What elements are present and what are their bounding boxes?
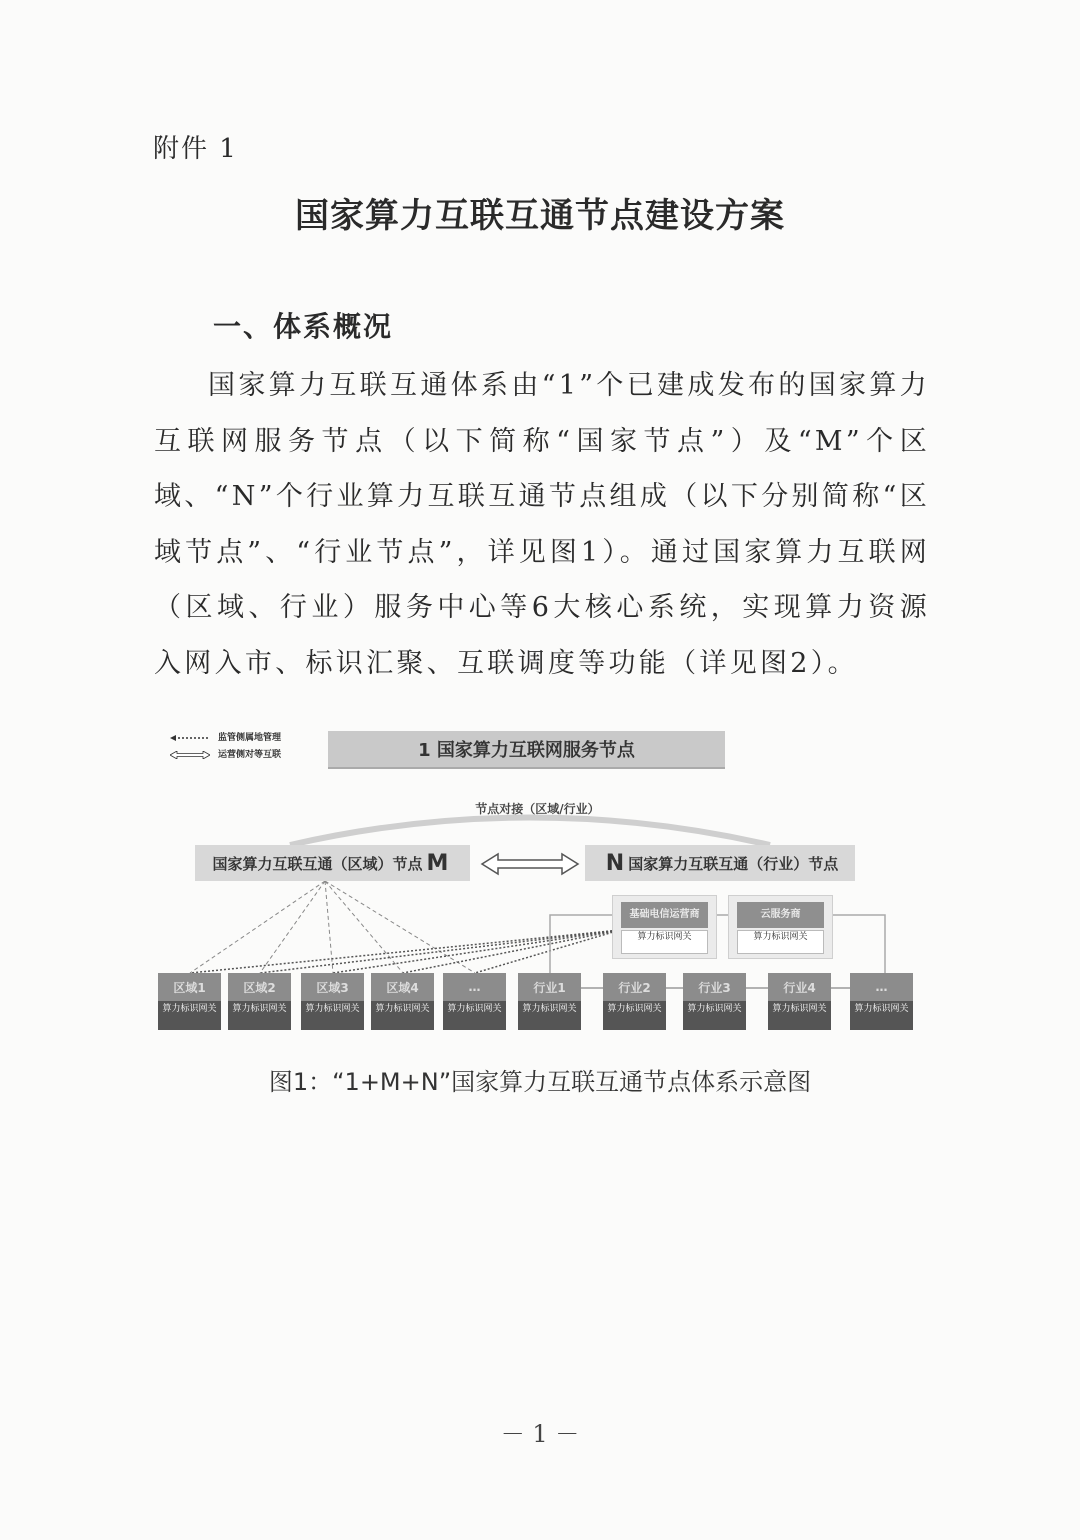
node-gateway: 算力标识网关 xyxy=(768,1001,831,1030)
annex-label: 附件 1 xyxy=(153,134,238,164)
node-industry-3 xyxy=(683,973,746,1030)
node-gateway: 算力标识网关 xyxy=(371,1001,434,1030)
section-heading: 一、体系概况 xyxy=(213,310,394,343)
document-title: 国家算力互联互通节点建设方案 xyxy=(295,196,785,236)
provider-gateway: 算力标识网关 xyxy=(621,930,708,954)
node-name: 行业1 xyxy=(518,973,581,1001)
node-name: 区域1 xyxy=(158,973,221,1001)
provider-telecom xyxy=(612,895,717,959)
page-number: － 1 － xyxy=(500,1420,580,1448)
node-industry-4 xyxy=(768,973,831,1030)
node-gateway: 算力标识网关 xyxy=(158,1001,221,1030)
node-name: 行业2 xyxy=(603,973,666,1001)
node-gateway: 算力标识网关 xyxy=(228,1001,291,1030)
legend-supervision-label: 监管侧属地管理 xyxy=(218,733,282,743)
node-gateway: 算力标识网关 xyxy=(443,1001,506,1030)
dotted-arrow-icon xyxy=(170,734,210,742)
legend-operation-label: 运营侧对等互联 xyxy=(218,750,282,760)
node-name: … xyxy=(443,973,506,1001)
docking-label: 节点对接（区域/行业） xyxy=(475,802,600,816)
provider-name: 基础电信运营商 xyxy=(621,902,708,928)
node-industry-more xyxy=(850,973,913,1030)
node-region-1 xyxy=(158,973,221,1030)
node-name: 区域2 xyxy=(228,973,291,1001)
figure-1-diagram xyxy=(150,720,925,1045)
provider-cloud xyxy=(728,895,833,959)
industry-node-box xyxy=(585,845,855,881)
industry-letter: N xyxy=(605,850,625,876)
node-name: … xyxy=(850,973,913,1001)
node-gateway: 算力标识网关 xyxy=(683,1001,746,1030)
node-name: 区域3 xyxy=(301,973,364,1001)
provider-gateway: 算力标识网关 xyxy=(737,930,824,954)
node-name: 区域4 xyxy=(371,973,434,1001)
node-region-3 xyxy=(301,973,364,1030)
node-gateway: 算力标识网关 xyxy=(518,1001,581,1030)
node-industry-1 xyxy=(518,973,581,1030)
regional-node-box xyxy=(195,845,470,881)
node-gateway: 算力标识网关 xyxy=(301,1001,364,1030)
industry-node-label: 国家算力互联互通（行业）节点 xyxy=(628,854,839,873)
double-arrow-icon xyxy=(170,751,210,759)
node-gateway: 算力标识网关 xyxy=(850,1001,913,1030)
figure-caption: 图1：“1+M+N”国家算力互联互通节点体系示意图 xyxy=(268,1068,812,1096)
provider-name: 云服务商 xyxy=(737,902,824,928)
node-name: 行业3 xyxy=(683,973,746,1001)
body-paragraph: 国家算力互联互通体系由“1”个已建成发布的国家算力互联网服务节点（以下简称“国家节点”）及“M”个区域、“N”个行业算力互联互通节点组成（以下分别简称“区域节点”、“行业节点”，详见图1）。通过国家算力互联网（区域、行业）服务中心等6大核心系统，实现算力资源入网入市、标识汇聚、互联调度等功能（详见图2）。 xyxy=(154,370,930,679)
bidirectional-arrow-icon xyxy=(480,852,580,876)
node-region-2 xyxy=(228,973,291,1030)
node-industry-2 xyxy=(603,973,666,1030)
national-node-box: 1 国家算力互联网服务节点 xyxy=(328,731,725,769)
node-region-4 xyxy=(371,973,434,1030)
node-name: 行业4 xyxy=(768,973,831,1001)
regional-node-label: 国家算力互联互通（区域）节点 xyxy=(212,854,423,873)
node-gateway: 算力标识网关 xyxy=(603,1001,666,1030)
regional-letter: M xyxy=(426,850,449,876)
node-region-more xyxy=(443,973,506,1030)
